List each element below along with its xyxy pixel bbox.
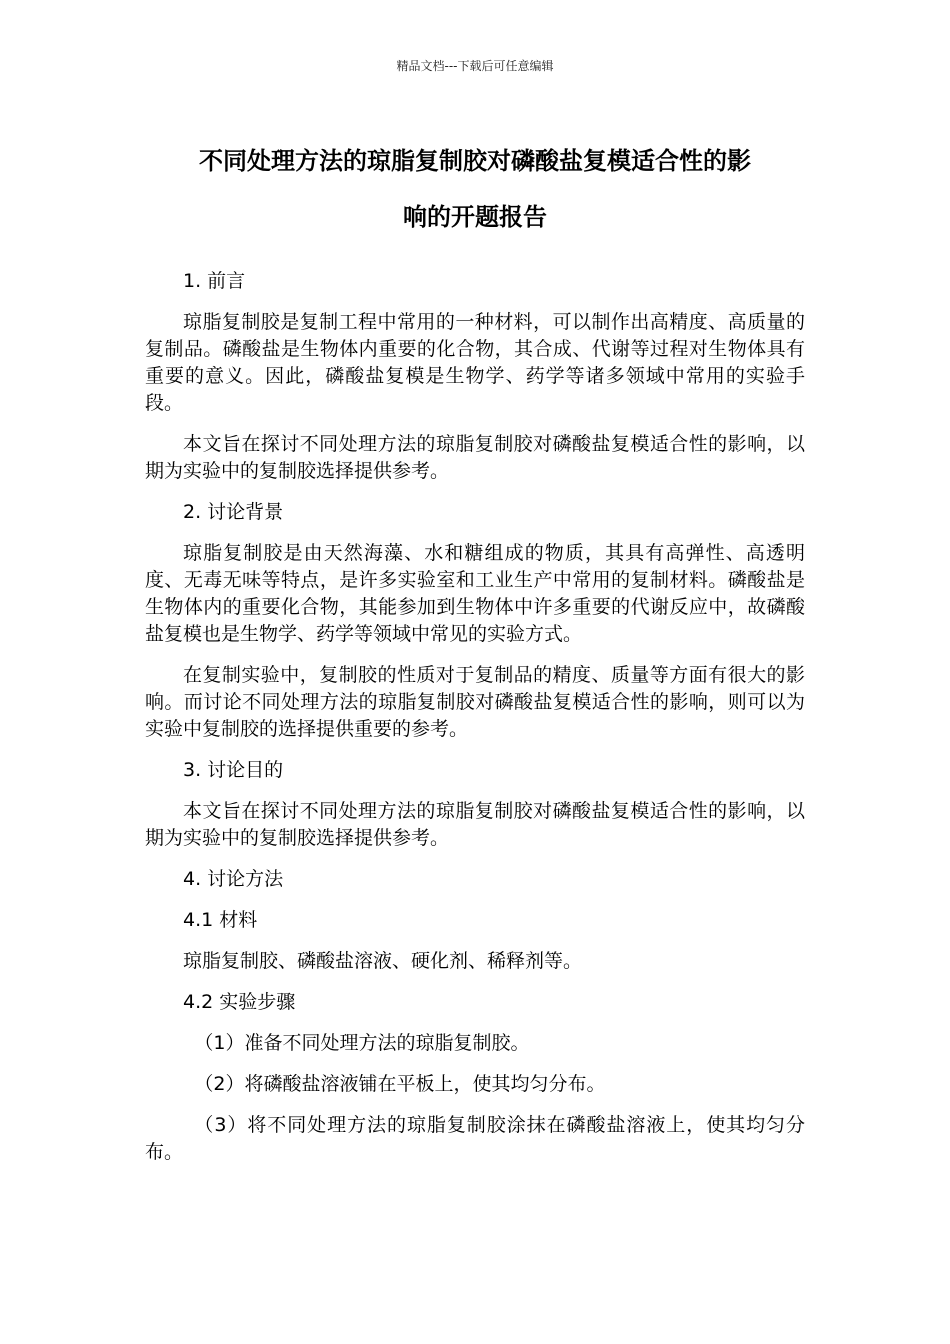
paragraph-purpose-1: 本文旨在探讨不同处理方法的琼脂复制胶对磷酸盐复模适合性的影响，以期为实验中的复制胶选择提供参考。 [145,800,805,849]
document-title [140,133,810,245]
document-title-line-1: 不同处理方法的琼脂复制胶对磷酸盐复模适合性的影 [199,147,751,175]
paragraph-materials: 琼脂复制胶、磷酸盐溶液、硬化剂、稀释剂等。 [183,950,583,972]
section-heading-intro: 1. 前言 [183,270,246,292]
paragraph-background-2: 在复制实验中，复制胶的性质对于复制品的精度、质量等方面有很大的影响。而讨论不同处理方法的琼脂复制胶对磷酸盐复模适合性的影响，则可以为实验中复制胶的选择提供重要的参考。 [145,664,805,740]
step-item-2: （2）将磷酸盐溶液铺在平板上，使其均匀分布。 [194,1073,606,1095]
section-heading-purpose: 3. 讨论目的 [183,759,284,781]
paragraph-intro-1: 琼脂复制胶是复制工程中常用的一种材料，可以制作出高精度、高质量的复制品。磷酸盐是生物体内重要的化合物，其合成、代谢等过程对生物体具有重要的意义。因此，磷酸盐复模是生物学、药学等诸多领域中常用的实验手段。 [145,311,805,414]
step-item-1: （1）准备不同处理方法的琼脂复制胶。 [194,1032,530,1054]
step-item-3: （3）将不同处理方法的琼脂复制胶涂抹在磷酸盐溶液上，使其均匀分布。 [145,1114,805,1163]
paragraph-intro-2: 本文旨在探讨不同处理方法的琼脂复制胶对磷酸盐复模适合性的影响，以期为实验中的复制胶选择提供参考。 [145,433,805,482]
paragraph-background-1: 琼脂复制胶是由天然海藻、水和糖组成的物质，其具有高弹性、高透明度、无毒无味等特点，是许多实验室和工业生产中常用的复制材料。磷酸盐是生物体内的重要化合物，其能参加到生物体中许多重要的代谢反应中，故磷酸盐复模也是生物学、药学等领域中常见的实验方式。 [145,542,805,645]
document-title-line-2: 响的开题报告 [403,203,547,231]
section-heading-background: 2. 讨论背景 [183,501,284,523]
header-note: 精品文档---下载后可任意编辑 [396,59,554,73]
subsection-heading-steps: 4.2 实验步骤 [183,991,296,1013]
section-heading-method: 4. 讨论方法 [183,868,284,890]
document-body [145,268,805,1180]
subsection-heading-materials: 4.1 材料 [183,909,258,931]
